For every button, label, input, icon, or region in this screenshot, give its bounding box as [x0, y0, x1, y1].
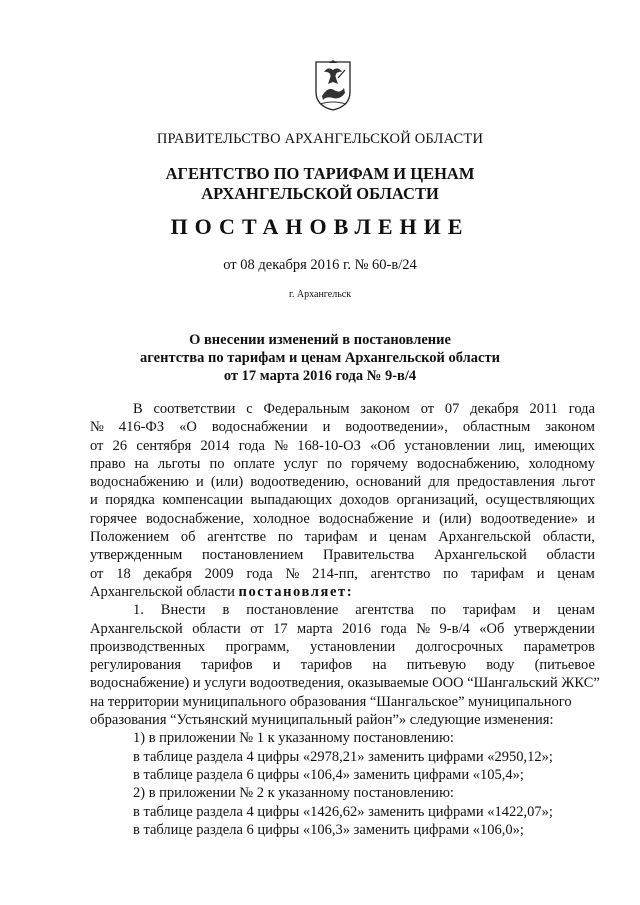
body-word: № — [90, 419, 104, 436]
body-line — [90, 528, 595, 546]
body-word: по — [430, 602, 446, 619]
body-word: программ, — [225, 638, 290, 655]
body-word: агентства — [355, 602, 414, 619]
body-word: «Об — [479, 620, 505, 637]
body-word: оснований — [355, 474, 422, 491]
body-word: параметров — [523, 638, 595, 655]
body-word: № — [416, 620, 431, 637]
body-line-text: Архангельской области — [90, 583, 235, 600]
body-word: 1. — [133, 602, 144, 619]
subject-line: О внесении изменений в постановление — [189, 332, 451, 348]
agency-name-line: АГЕНТСТВО ПО ТАРИФАМ И ЦЕНАМ — [165, 164, 475, 183]
body-word: тарифов — [300, 657, 353, 674]
body-word: ценам — [557, 602, 595, 619]
body-line: водоснабжение) и услуги водоотведения, оказываемые ООО “Шангальский ЖКС” — [90, 675, 600, 692]
body-word: В — [133, 401, 143, 417]
body-word: 168-10-ОЗ — [297, 437, 361, 454]
body-word: 214-пп, — [312, 565, 358, 582]
body-word: Архангельской — [438, 529, 532, 546]
body-word: холодное — [253, 510, 310, 527]
body-word: законом — [360, 401, 410, 417]
body-word: установлении — [404, 437, 490, 454]
body-word: утверждении — [513, 620, 595, 637]
body-word: тарифам — [462, 602, 516, 619]
body-word: сентября — [136, 437, 192, 454]
body-word: и — [422, 510, 431, 527]
body-word: и — [369, 529, 378, 546]
body-word: предоставления — [456, 474, 555, 491]
body-word: холодному — [528, 455, 595, 472]
body-word: Архангельской — [434, 547, 527, 564]
body-word: от — [90, 565, 104, 582]
body-line: на территории муниципального образования “Шангальское” муниципального — [90, 693, 572, 710]
body-word: по — [277, 529, 293, 546]
body-word: горячее — [90, 510, 137, 527]
body-word: право — [90, 455, 126, 472]
body-word: от — [250, 620, 264, 637]
body-line — [90, 620, 595, 638]
body-word: производственных — [90, 638, 206, 655]
body-line — [90, 565, 595, 583]
body-word: утвержденным — [90, 547, 183, 564]
body-line — [90, 601, 595, 619]
body-word: ценам — [557, 565, 595, 582]
body-word: постановление — [246, 602, 339, 619]
body-line — [90, 400, 595, 418]
list-item: 1) в приложении № 1 к указанному постановлению: — [133, 730, 454, 747]
body-word: Правительства — [323, 547, 415, 564]
body-word: водоснабжение, — [145, 510, 244, 527]
body-word: выпадающих — [250, 492, 333, 509]
body-word: Внести — [160, 602, 206, 619]
body-word: законом — [545, 419, 595, 436]
body-word: горячему — [351, 455, 408, 472]
body-word: водоснабжении — [211, 419, 308, 436]
agency-name — [0, 164, 640, 204]
body-word: водоснабжению — [90, 474, 189, 491]
body-word: лиц, — [498, 437, 526, 454]
document-place: г. Архангельск — [288, 289, 352, 300]
document-type-title: ПОСТАНОВЛЕНИЕ — [170, 214, 470, 239]
body-word: (питьевое — [534, 657, 595, 674]
body-word: от — [90, 437, 104, 454]
body-word: «Об — [370, 437, 396, 454]
body-word: оплате — [233, 455, 275, 472]
body-word: для — [428, 474, 450, 491]
body-word: ценам — [388, 529, 427, 546]
body-word: года — [238, 437, 265, 454]
body-word: в — [222, 602, 230, 619]
subject-line: от 17 марта 2016 года № 9-в/4 — [223, 368, 417, 384]
body-word: на — [134, 455, 149, 472]
body-word: услуг — [283, 455, 318, 472]
body-word: декабря — [143, 565, 192, 582]
body-line — [90, 437, 595, 455]
body-word: областным — [462, 419, 531, 436]
body-word: 07 — [444, 401, 460, 417]
body-word: 2014 — [200, 437, 230, 454]
body-word: питьевую — [406, 657, 467, 674]
body-word: водоотведению, — [250, 474, 349, 491]
body-word: установлении — [309, 638, 396, 655]
body-word: и — [536, 565, 545, 582]
body-word: года — [568, 401, 595, 417]
body-word: 2016 — [342, 620, 372, 637]
body-word: и — [195, 474, 204, 491]
body-word: 18 — [116, 565, 131, 582]
body-line — [90, 491, 595, 509]
body-word: декабря — [470, 401, 519, 417]
body-word: порядка — [105, 492, 155, 509]
body-word: области — [192, 620, 241, 637]
body-word: 17 — [273, 620, 288, 637]
list-item: в таблице раздела 6 цифры «106,4» заменить цифрами «105,4»; — [133, 766, 524, 783]
body-word: водоотведение» — [480, 510, 579, 527]
body-word: и — [272, 657, 281, 674]
body-word: № — [274, 437, 288, 454]
government-name: ПРАВИТЕЛЬСТВО АРХАНГЕЛЬСКОЙ ОБЛАСТИ — [156, 131, 484, 147]
body-word: на — [372, 657, 387, 674]
body-word: 9-в/4 — [439, 620, 470, 637]
body-word: об — [180, 529, 196, 546]
body-word: организаций, — [396, 492, 479, 509]
body-word: (или) — [439, 510, 472, 527]
body-word: от — [420, 401, 435, 417]
body-word: 2011 — [529, 401, 558, 417]
body-word: 416-ФЗ — [118, 419, 165, 436]
document-body — [90, 400, 600, 839]
body-word: компенсации — [162, 492, 244, 509]
body-word: регулирования — [90, 657, 182, 674]
body-line — [90, 418, 595, 436]
body-word: Положением — [90, 529, 170, 546]
body-line — [90, 546, 595, 564]
document-date-number: от 08 декабря 2016 г. № 60-в/24 — [223, 257, 417, 273]
list-item: в таблице раздела 4 цифры «1426,62» заменить цифрами «1422,07»; — [133, 803, 553, 820]
body-word: тарифов — [201, 657, 253, 674]
body-word: водоснабжение — [318, 510, 414, 527]
body-word: и — [587, 510, 595, 527]
body-word: с — [246, 401, 253, 417]
body-line — [90, 510, 595, 528]
body-word: по — [443, 565, 459, 582]
body-line: образования “Устьянский муниципальный район”» следующие изменения: — [90, 712, 554, 729]
body-word: льгот — [562, 474, 595, 491]
coat-of-arms-emblem — [314, 60, 352, 112]
body-word: 26 — [112, 437, 128, 454]
body-word: области, — [542, 529, 595, 546]
body-word: № — [285, 565, 300, 582]
body-line — [90, 656, 595, 674]
body-word: льготы — [157, 455, 201, 472]
body-word: агентстве — [207, 529, 267, 546]
body-word: по — [326, 455, 342, 472]
body-line-resolution — [90, 583, 595, 601]
body-word: и — [532, 602, 541, 619]
body-line — [90, 473, 595, 491]
resolves-keyword: постановляет: — [238, 583, 354, 600]
body-word: Федеральным — [263, 401, 350, 417]
body-line — [90, 638, 595, 656]
body-word: тарифам — [470, 565, 524, 582]
body-word: «О — [179, 419, 197, 436]
body-word: воду — [486, 657, 515, 674]
body-word: года — [246, 565, 273, 582]
body-word: доходов — [339, 492, 390, 509]
body-word: соответствии — [153, 401, 236, 417]
subject-line: агентства по тарифам и ценам Архангельской области — [140, 350, 500, 366]
body-word: агентство — [370, 565, 431, 582]
body-word: 2009 — [204, 565, 234, 582]
body-word: водоснабжению, — [417, 455, 520, 472]
body-word: долгосрочных — [415, 638, 504, 655]
list-item: в таблице раздела 6 цифры «106,3» заменить цифрами «106,0»; — [133, 821, 524, 838]
body-word: тарифам — [304, 529, 358, 546]
document-subject — [0, 331, 640, 385]
body-word: и — [322, 419, 331, 436]
body-word: имеющих — [534, 437, 595, 454]
body-word: по — [209, 455, 225, 472]
body-word: осуществляющих — [485, 492, 595, 509]
body-word: постановлением — [202, 547, 304, 564]
body-word: марта — [297, 620, 333, 637]
body-word: области — [546, 547, 595, 564]
body-word: года — [380, 620, 407, 637]
list-item: в таблице раздела 4 цифры «2978,21» заменить цифрами «2950,12»; — [133, 748, 553, 765]
agency-name-line: АРХАНГЕЛЬСКОЙ ОБЛАСТИ — [201, 184, 439, 203]
body-word: и — [90, 492, 98, 509]
body-word: Архангельской — [90, 620, 183, 637]
body-word: водоотведении», — [345, 419, 448, 436]
body-line — [90, 455, 595, 473]
list-item: 2) в приложении № 2 к указанному постановлению: — [133, 785, 454, 802]
body-word: (или) — [210, 474, 244, 491]
